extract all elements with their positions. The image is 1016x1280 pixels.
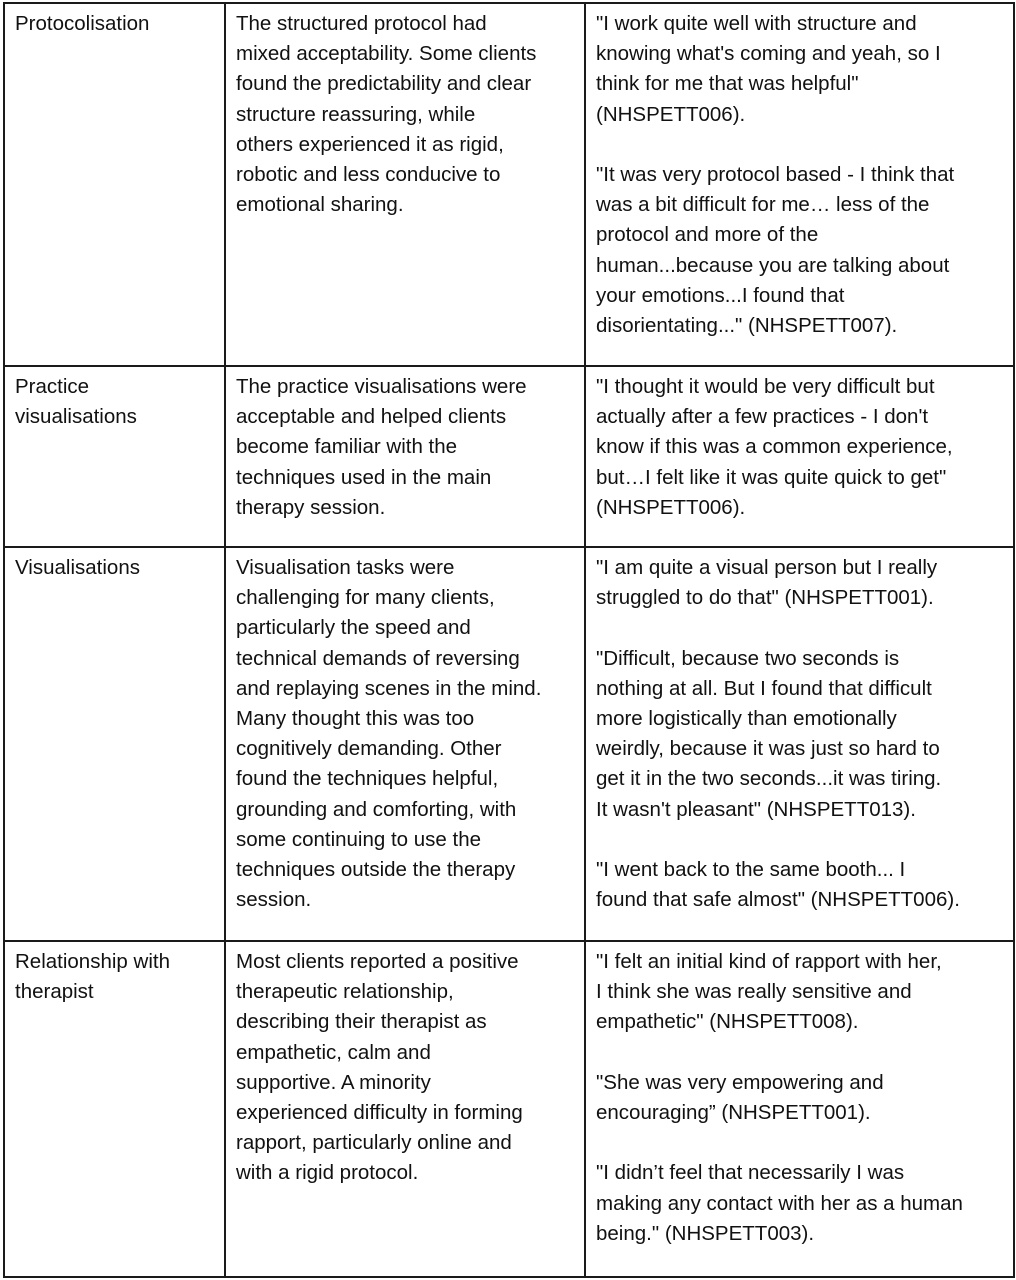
quote-line: (NHSPETT006). [596,495,746,519]
table-row [4,366,1014,547]
quote-line: "I thought it would be very difficult but [596,375,935,398]
quote-line: "It was very protocol based - I think that [596,163,955,186]
quote-line: "I went back to the same booth... I [596,858,906,881]
quote-line: but…I felt like it was quite quick to get" [596,465,947,489]
quote-line: struggled to do that" (NHSPETT001). [596,586,934,610]
description-cell [225,941,585,1277]
description-line: rapport, particularly online and [236,1131,512,1155]
description-line: and replaying scenes in the mind. [236,676,542,700]
description-line: describing their therapist as [236,1010,487,1034]
quote-line: making any contact with her as a human [596,1191,963,1215]
description-line: structure reassuring, while [236,102,476,126]
description-cell [225,3,585,366]
theme-cell [4,547,225,941]
description-line: cognitively demanding. Other [236,737,502,761]
quote-line: your emotions...I found that [596,283,845,307]
description-line: techniques outside the therapy [236,858,516,882]
description-line: Many thought this was too [236,707,475,731]
quote [596,855,1003,915]
quotes-cell [585,941,1014,1277]
theme-cell [4,941,225,1277]
table-row [4,941,1014,1277]
theme-line: Practice [15,375,90,398]
quote-line: knowing what's coming and yeah, so I [596,42,941,66]
quote-line: nothing at all. But I found that difficult [596,676,932,700]
quote [596,644,1003,825]
description-line: session. [236,888,312,912]
quote-line: think for me that was helpful" [596,72,859,96]
quote-line: "I am quite a visual person but I really [596,556,938,579]
description-line: therapeutic relationship, [236,980,454,1004]
theme-cell [4,366,225,547]
theme-line: therapist [15,980,94,1004]
description-line: become familiar with the [236,435,458,459]
quote [596,947,1003,1038]
description-line: some continuing to use the [236,827,482,851]
description-line: mixed acceptability. Some clients [236,42,537,66]
quote-line: I think she was really sensitive and [596,980,912,1004]
description-line: technical demands of reversing [236,646,520,670]
theme-line: visualisations [15,405,137,429]
quote-line: disorientating..." (NHSPETT007). [596,314,898,338]
description-line: challenging for many clients, [236,586,495,610]
quote [596,553,1003,613]
quote [596,372,1003,523]
description-line: grounding and comforting, with [236,797,517,821]
description-cell [225,366,585,547]
description-line: The structured protocol had [236,12,487,35]
quotes-cell [585,3,1014,366]
description-line: found the predictability and clear [236,72,532,96]
description-line: particularly the speed and [236,616,471,640]
quote-line: found that safe almost" (NHSPETT006). [596,888,960,912]
description-line: supportive. A minority [236,1070,431,1094]
quote [596,1158,1003,1249]
description-line: experienced difficulty in forming [236,1101,523,1125]
quote-line: (NHSPETT006). [596,102,746,126]
quote-line: was a bit difficult for me… less of the [596,193,930,217]
quote-line: actually after a few practices - I don't [596,405,929,429]
quote-line: being." (NHSPETT003). [596,1221,815,1245]
quote [596,1068,1003,1128]
theme-line: Relationship with [15,950,170,973]
quote-line: It wasn't pleasant" (NHSPETT013). [596,797,916,821]
theme-line: Protocolisation [15,12,150,35]
quote-line: know if this was a common experience, [596,435,953,459]
theme-line: Visualisations [15,556,140,579]
theme-cell [4,3,225,366]
description-line: emotional sharing. [236,193,404,217]
description-line: others experienced it as rigid, [236,132,504,156]
quote-line: weirdly, because it was just so hard to [596,737,940,761]
quote-line: more logistically than emotionally [596,707,897,730]
description-line: The practice visualisations were [236,375,527,398]
themes-table [3,2,1015,1278]
description-line: robotic and less conducive to [236,163,501,187]
quote [596,9,1003,130]
quote-line: human...because you are talking about [596,253,950,277]
quote-line: encouraging” (NHSPETT001). [596,1101,871,1124]
description-line: with a rigid protocol. [236,1161,419,1185]
description-line: found the techniques helpful, [236,767,499,791]
quote-line: protocol and more of the [596,223,819,247]
description-line: techniques used in the main [236,465,492,489]
table-row [4,3,1014,366]
quotes-cell [585,366,1014,547]
quote-line: "I felt an initial kind of rapport with her, [596,950,942,973]
description-line: therapy session. [236,495,386,519]
description-line: acceptable and helped clients [236,405,507,429]
table-row [4,547,1014,941]
quote-line: "I work quite well with structure and [596,12,917,35]
quotes-cell [585,547,1014,941]
description-line: Visualisation tasks were [236,556,455,579]
quote-line: get it in the two seconds...it was tiring. [596,767,942,791]
quote-line: "She was very empowering and [596,1070,884,1094]
quote-line: "I didn’t feel that necessarily I was [596,1161,905,1185]
quote-line: empathetic" (NHSPETT008). [596,1010,859,1034]
description-line: Most clients reported a positive [236,950,519,973]
quote-line: "Difficult, because two seconds is [596,646,900,670]
quote [596,160,1003,341]
description-cell [225,547,585,941]
table-body [4,3,1014,1277]
description-line: empathetic, calm and [236,1040,431,1064]
